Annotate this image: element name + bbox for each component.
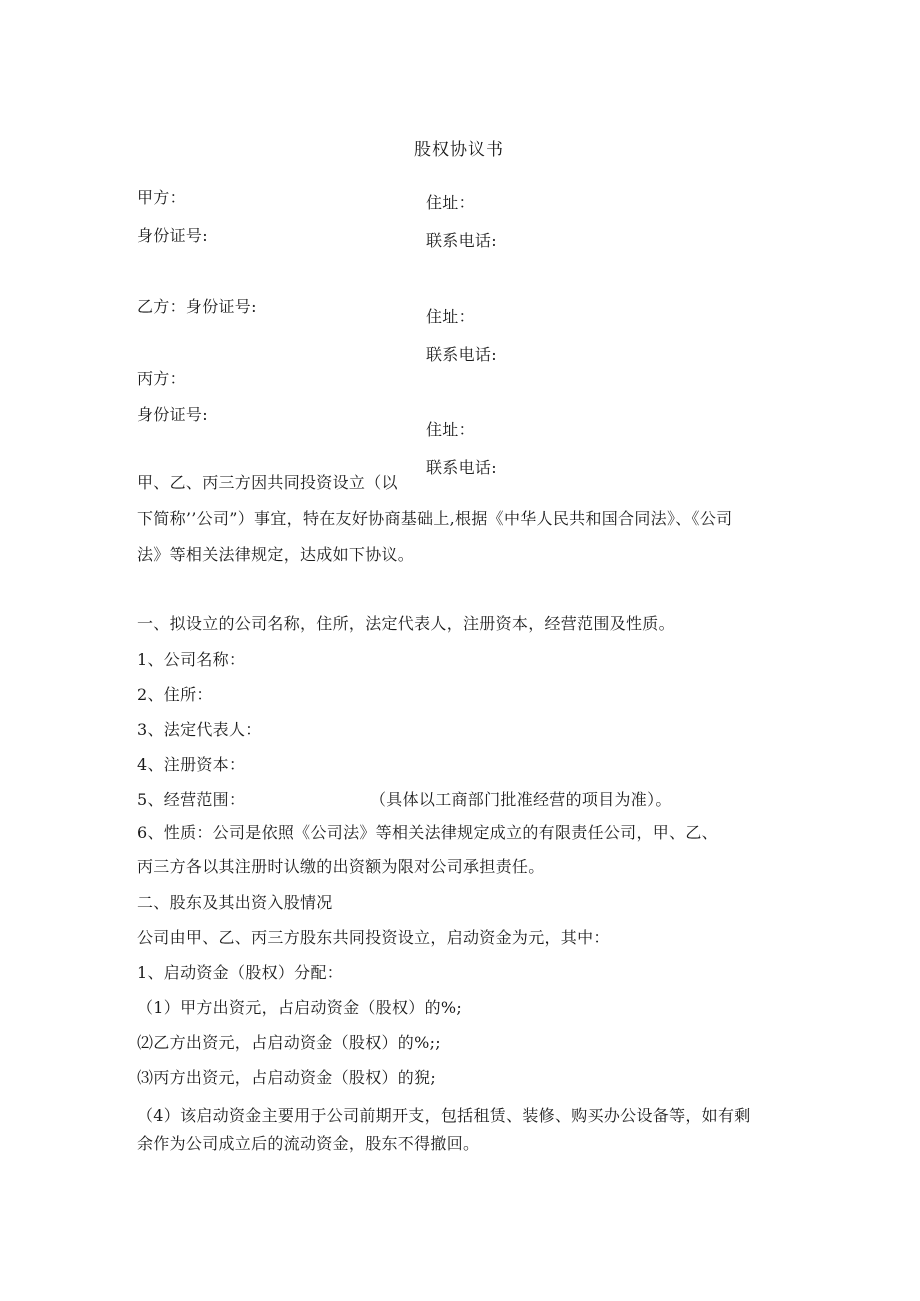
party-b-phone: 联系电话: — [426, 345, 497, 364]
section-1-item-3: 3、法定代表人： — [137, 720, 262, 739]
intro-line-1: 甲、乙、丙三方因共同投资设立（以 — [137, 473, 398, 492]
section-2-p-2: ⑵乙方出资元，占启动资金（股权）的%;; — [137, 1033, 441, 1052]
section-2-p-3: ⑶丙方出资元，占启动资金（股权）的猊; — [137, 1068, 437, 1087]
section-1-heading: 一、拟设立的公司名称，住所，法定代表人，注册资本，经营范围及性质。 — [137, 614, 675, 633]
section-1-item-5-note: （具体以工商部门批准经营的项目为准）。 — [370, 790, 672, 809]
party-c-phone: 联系电话: — [426, 458, 497, 477]
party-a-label: 甲方： — [137, 188, 186, 207]
intro-line-3: 法》等相关法律规定，达成如下协议。 — [137, 545, 415, 564]
section-2-intro: 公司由甲、乙、丙三方股东共同投资设立，启动资金为元，其中： — [137, 928, 610, 947]
party-c-id: 身份证号: — [137, 405, 208, 424]
party-a-phone: 联系电话: — [426, 231, 497, 250]
section-1-item-6-line-2: 丙三方各以其注册时认缴的出资额为限对公司承担责任。 — [137, 857, 545, 876]
section-2-sub-1: 1、启动资金（股权）分配： — [137, 963, 344, 982]
section-1-item-6-line-1: 6、性质：公司是依照《公司法》等相关法律规定成立的有限责任公司，甲、乙、 — [137, 823, 718, 842]
section-2-p-1: （1）甲方出资元，占启动资金（股权）的%; — [137, 998, 463, 1017]
section-2-heading: 二、股东及其出资入股情况 — [137, 893, 333, 912]
intro-line-2: 下简称’’公司”）事宜，特在友好协商基础上,根据《中华人民共和国合同法》、《公司 — [137, 509, 733, 528]
section-1-item-1: 1、公司名称： — [137, 650, 246, 669]
party-c-label: 丙方： — [137, 369, 186, 388]
party-a-address: 住址： — [426, 193, 475, 212]
document-title: 股权协议书 — [414, 140, 504, 160]
party-b-address: 住址： — [426, 307, 475, 326]
party-b-label-id: 乙方：身份证号: — [137, 297, 257, 316]
section-2-p-4-line-1: （4）该启动资金主要用于公司前期开支，包括租赁、装修、购买办公设备等，如有剩 — [137, 1106, 751, 1125]
section-1-item-4: 4、注册资本： — [137, 755, 246, 774]
section-1-item-2: 2、住所： — [137, 685, 213, 704]
party-a-id: 身份证号: — [137, 226, 208, 245]
party-c-address: 住址： — [426, 420, 475, 439]
party-c-phone-clipped — [426, 458, 536, 477]
section-1-item-5-label: 5、经营范围： — [137, 790, 246, 809]
section-2-p-4-line-2: 余作为公司成立后的流动资金，股东不得撤回。 — [137, 1134, 480, 1153]
